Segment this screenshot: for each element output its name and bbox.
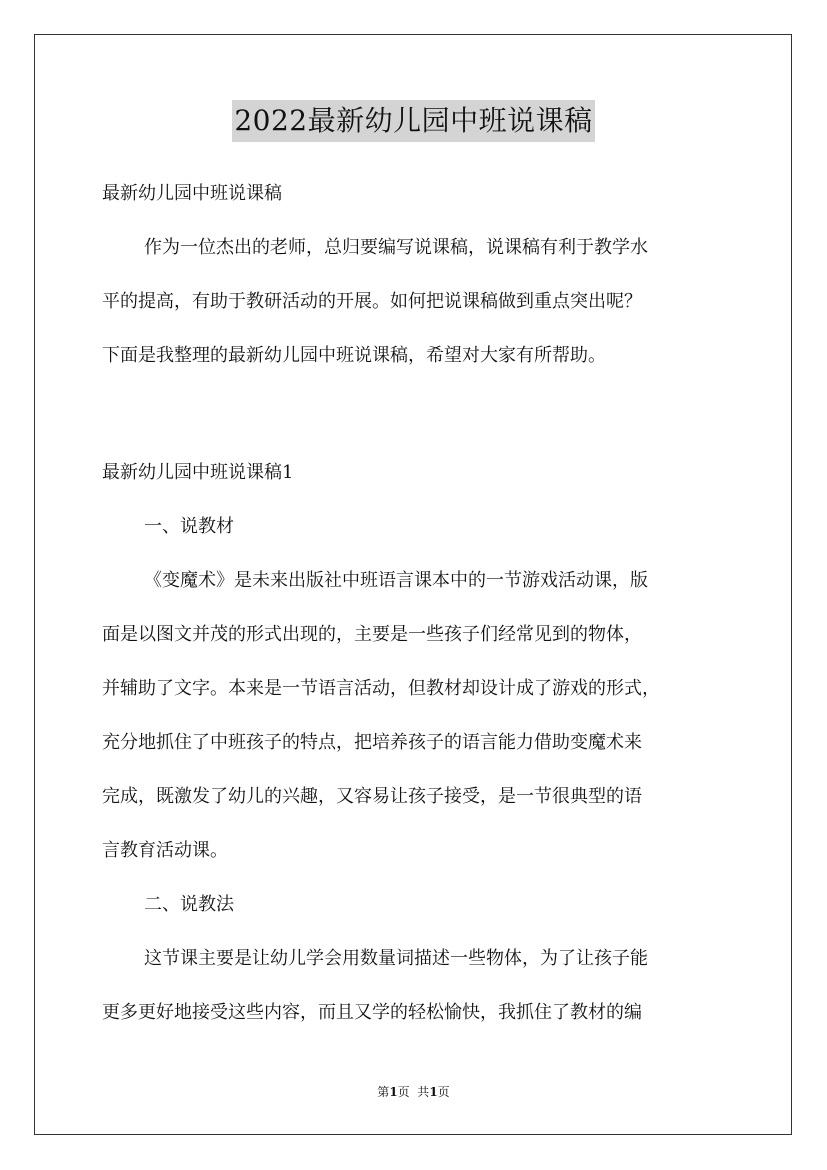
footer-mid: 页 共 (397, 1085, 430, 1099)
footer-prefix: 第 (377, 1085, 390, 1099)
page-footer (0, 1083, 827, 1100)
heading-teaching-method: 二、说教法 (144, 894, 234, 915)
title-container (0, 100, 827, 142)
paragraph-line: 更多更好地接受这些内容，而且又学的轻松愉快，我抓住了教材的编 (102, 1002, 642, 1023)
paragraph-line: 这节课主要是让幼儿学会用数量词描述一些物体，为了让孩子能 (144, 948, 648, 969)
document-body (102, 178, 728, 1029)
paragraph-line: 完成，既激发了幼儿的兴趣，又容易让孩子接受，是一节很典型的语 (102, 786, 642, 807)
intro-line: 平的提高，有助于教研活动的开展。如何把说课稿做到重点突出呢？ (102, 291, 642, 312)
intro-line: 下面是我整理的最新幼儿园中班说课稿，希望对大家有所帮助。 (102, 345, 606, 366)
heading-textbook: 一、说教材 (144, 516, 234, 537)
section-title: 最新幼儿园中班说课稿1 (102, 462, 294, 483)
paragraph-line: 《变魔术》是未来出版社中班语言课本中的一节游戏活动课，版 (144, 570, 648, 591)
intro-line: 作为一位杰出的老师，总归要编写说课稿，说课稿有利于教学水 (144, 237, 648, 258)
paragraph-line: 面是以图文并茂的形式出现的，主要是一些孩子们经常见到的物体， (102, 624, 642, 645)
paragraph-line: 充分地抓住了中班孩子的特点，把培养孩子的语言能力借助变魔术来 (102, 732, 642, 753)
paragraph-line: 并辅助了文字。本来是一节语言活动，但教材却设计成了游戏的形式， (102, 678, 660, 699)
footer-suffix: 页 (437, 1085, 450, 1099)
subtitle: 最新幼儿园中班说课稿 (102, 183, 282, 204)
footer-total-pages: 1 (429, 1085, 438, 1099)
document-title: 2022最新幼儿园中班说课稿 (232, 100, 594, 142)
paragraph-line: 言教育活动课。 (102, 840, 228, 861)
footer-page-number: 1 (389, 1085, 398, 1099)
